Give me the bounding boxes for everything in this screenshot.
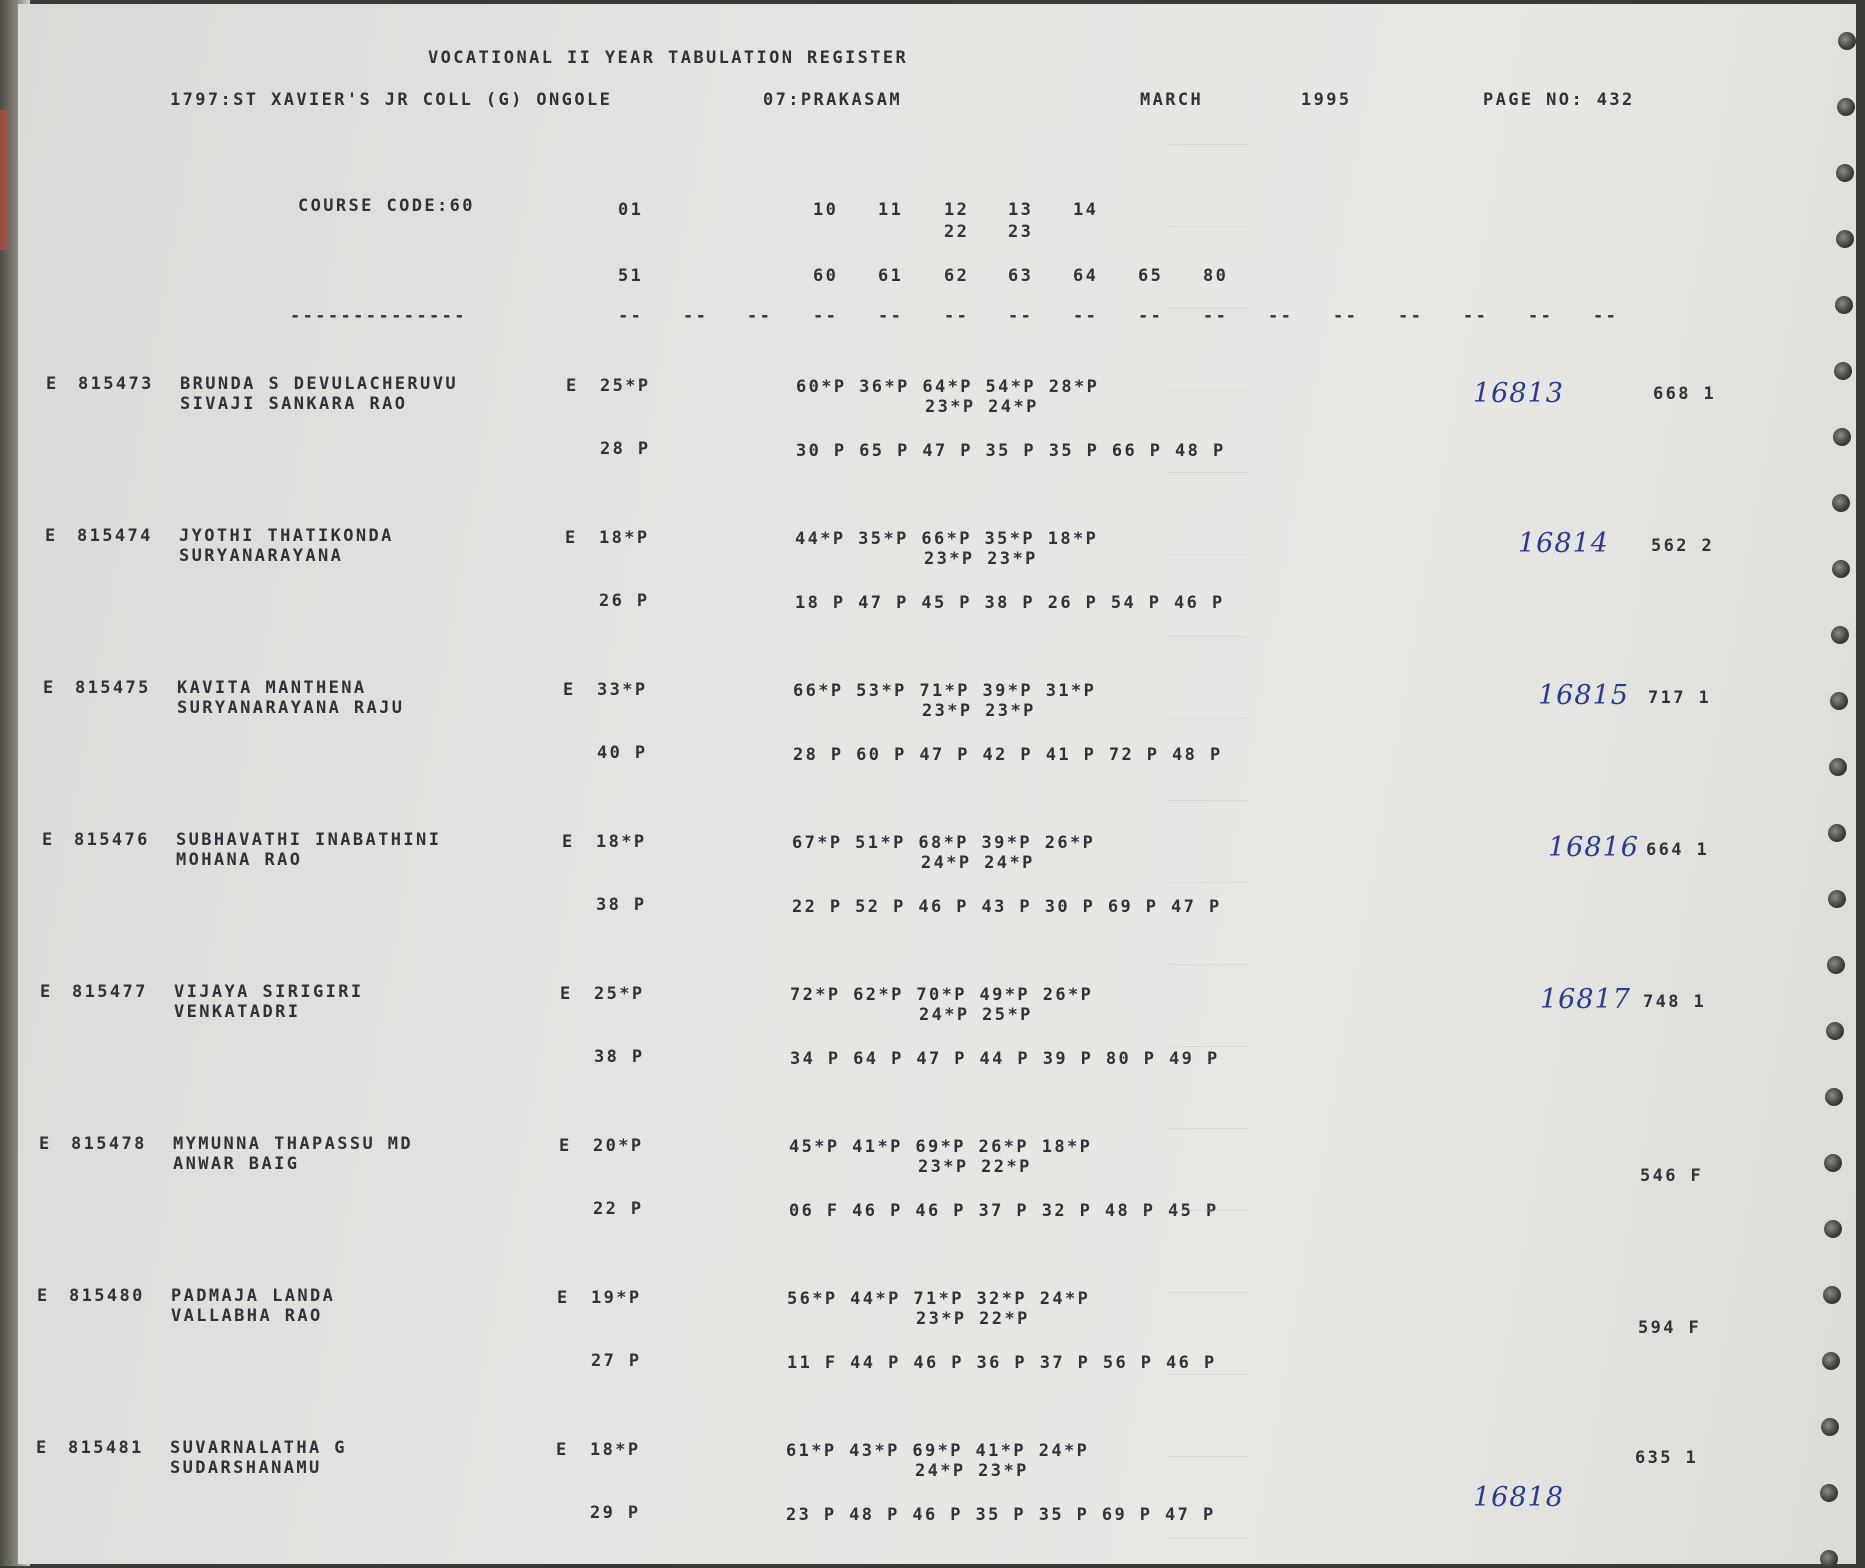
subject-code: 01 [618,200,644,220]
grand-total: 748 1 [1643,992,1707,1012]
column-dash: -- [1463,306,1489,326]
column-dash: -- [747,306,773,326]
paper-ruling [1168,1292,1248,1293]
subject-code: 14 [1073,200,1099,220]
column-dash: -- [618,306,644,326]
second-line-mark: 38 P [596,895,647,915]
second-line-mark: 29 P [590,1503,641,1523]
subject-code: 80 [1203,266,1229,286]
feed-hole [1835,296,1853,314]
subject-code: 64 [1073,266,1099,286]
feed-hole [1832,560,1850,578]
grand-total: 717 1 [1648,688,1712,708]
binding-red-mark [0,110,8,250]
column-dash: -- [944,306,970,326]
handwritten-serial: 16815 [1538,680,1629,711]
paper-ruling [1168,226,1248,227]
column-dash: -- [1203,306,1229,326]
subject-marks-alt: 24*P 23*P [915,1461,1029,1481]
course-code-label: COURSE CODE:60 [298,196,475,216]
subject-marks-alt: 23*P 22*P [918,1157,1032,1177]
column-dash: -- [1268,306,1294,326]
paper-ruling [1168,1538,1248,1539]
stream-code: E [45,526,58,546]
subject-code: 11 [878,200,904,220]
parent-name: MOHANA RAO [176,850,303,870]
subject-marks-alt: 23*P 24*P [925,397,1039,417]
feed-hole [1820,1484,1838,1502]
student-name: PADMAJA LANDA [171,1286,336,1306]
roll-number: 815473 [78,374,154,394]
exam-year: 1995 [1301,90,1352,110]
column-dash: -- [1528,306,1554,326]
paper-ruling [1168,1128,1248,1129]
paper-ruling [1168,718,1248,719]
subject-code-alt: 22 [944,222,970,242]
roll-number: 815478 [71,1134,147,1154]
paper-ruling [1168,636,1248,637]
stream-code: E [40,982,53,1002]
paper-ruling [1168,554,1248,555]
column-dash: -- [1333,306,1359,326]
medium: E [562,832,575,852]
parent-name: VENKATADRI [174,1002,301,1022]
feed-hole [1829,758,1847,776]
student-name: JYOTHI THATIKONDA [179,526,394,546]
first-year-mark: 33*P [597,680,648,700]
subject-marks-alt: 23*P 23*P [922,701,1036,721]
subject-code: 10 [813,200,839,220]
second-line-mark: 26 P [599,591,650,611]
medium: E [557,1288,570,1308]
subject-marks: 56*P 44*P 71*P 32*P 24*P [787,1289,1091,1309]
medium: E [556,1440,569,1460]
paper-ruling [1168,964,1248,965]
feed-hole [1837,98,1855,116]
stream-code: E [37,1286,50,1306]
subject-marks: 44*P 35*P 66*P 35*P 18*P [795,529,1099,549]
subject-marks-second: 11 F 44 P 46 P 36 P 37 P 56 P 46 P [787,1353,1217,1373]
parent-name: SUDARSHANAMU [170,1458,322,1478]
stream-code: E [46,374,59,394]
subject-marks: 45*P 41*P 69*P 26*P 18*P [789,1137,1093,1157]
feed-hole [1826,1022,1844,1040]
parent-name: ANWAR BAIG [173,1154,300,1174]
medium: E [563,680,576,700]
feed-hole [1825,1088,1843,1106]
subject-marks-alt: 24*P 24*P [921,853,1035,873]
subject-marks: 61*P 43*P 69*P 41*P 24*P [786,1441,1090,1461]
feed-hole [1830,692,1848,710]
paper-ruling [1168,800,1248,801]
column-dash: -- [1073,306,1099,326]
student-name: BRUNDA S DEVULACHERUVU [180,374,458,394]
subject-marks-alt: 23*P 22*P [916,1309,1030,1329]
second-line-mark: 38 P [594,1047,645,1067]
subject-code: 12 [944,200,970,220]
stream-code: E [42,830,55,850]
page-number: PAGE NO: 432 [1483,90,1635,110]
feed-hole [1834,362,1852,380]
paper-ruling [1168,390,1248,391]
subject-marks-alt: 23*P 23*P [924,549,1038,569]
grand-total: 635 1 [1635,1448,1699,1468]
feed-hole [1824,1220,1842,1238]
paper-ruling [1168,1456,1248,1457]
grand-total: 668 1 [1653,384,1717,404]
exam-month: MARCH [1140,90,1204,110]
paper-ruling [1168,144,1248,145]
grand-total: 594 F [1638,1318,1702,1338]
subject-code: 65 [1138,266,1164,286]
subject-code: 61 [878,266,904,286]
column-dash: -- [1138,306,1164,326]
college-name: 1797:ST XAVIER'S JR COLL (G) ONGOLE [170,90,613,110]
roll-number: 815475 [75,678,151,698]
roll-number: 815474 [77,526,153,546]
first-year-mark: 20*P [593,1136,644,1156]
handwritten-serial: 16814 [1518,528,1609,559]
student-name: KAVITA MANTHENA [177,678,367,698]
name-underline: -------------- [290,306,467,326]
feed-hole [1822,1352,1840,1370]
subject-marks-second: 06 F 46 P 46 P 37 P 32 P 48 P 45 P [789,1201,1219,1221]
subject-code: 60 [813,266,839,286]
parent-name: SIVAJI SANKARA RAO [180,394,408,414]
subject-marks-second: 22 P 52 P 46 P 43 P 30 P 69 P 47 P [792,897,1222,917]
medium: E [566,376,579,396]
feed-hole [1836,230,1854,248]
subject-code: 63 [1008,266,1034,286]
grand-total: 664 1 [1646,840,1710,860]
feed-hole [1838,32,1856,50]
parent-name: SURYANARAYANA RAJU [177,698,405,718]
paper-ruling [1168,1374,1248,1375]
subject-marks: 66*P 53*P 71*P 39*P 31*P [793,681,1097,701]
column-dash: -- [683,306,709,326]
feed-hole [1824,1154,1842,1172]
subject-marks-alt: 24*P 25*P [919,1005,1033,1025]
first-year-mark: 25*P [594,984,645,1004]
feed-hole [1827,956,1845,974]
feed-hole [1828,824,1846,842]
column-dash: -- [813,306,839,326]
handwritten-serial: 16813 [1473,378,1564,409]
second-line-mark: 27 P [591,1351,642,1371]
second-line-mark: 40 P [597,743,648,763]
paper-ruling [1168,882,1248,883]
student-name: SUVARNALATHA G [170,1438,347,1458]
subject-code-alt: 23 [1008,222,1034,242]
student-name: MYMUNNA THAPASSU MD [173,1134,414,1154]
feed-hole [1823,1286,1841,1304]
column-dash: -- [1398,306,1424,326]
first-year-mark: 18*P [596,832,647,852]
parent-name: VALLABHA RAO [171,1306,323,1326]
stream-code: E [39,1134,52,1154]
second-line-mark: 28 P [600,439,651,459]
subject-marks-second: 30 P 65 P 47 P 35 P 35 P 66 P 48 P [796,441,1226,461]
feed-hole [1832,494,1850,512]
subject-marks: 72*P 62*P 70*P 49*P 26*P [790,985,1094,1005]
feed-hole [1821,1418,1839,1436]
handwritten-serial: 16818 [1473,1482,1564,1513]
stream-code: E [36,1438,49,1458]
medium: E [559,1136,572,1156]
medium: E [560,984,573,1004]
subject-marks: 67*P 51*P 68*P 39*P 26*P [792,833,1096,853]
stream-code: E [43,678,56,698]
roll-number: 815480 [69,1286,145,1306]
feed-hole [1831,626,1849,644]
column-dash: -- [878,306,904,326]
register-title: VOCATIONAL II YEAR TABULATION REGISTER [428,48,909,68]
first-year-mark: 19*P [591,1288,642,1308]
column-dash: -- [1593,306,1619,326]
roll-number: 815481 [68,1438,144,1458]
paper-ruling [1168,1210,1248,1211]
district: 07:PRAKASAM [763,90,902,110]
column-dash: -- [1008,306,1034,326]
first-year-mark: 18*P [590,1440,641,1460]
paper-ruling [1168,308,1248,309]
first-year-mark: 18*P [599,528,650,548]
subject-code: 51 [618,266,644,286]
student-name: SUBHAVATHI INABATHINI [176,830,442,850]
subject-code: 13 [1008,200,1034,220]
register-page [18,4,1856,1564]
subject-marks: 60*P 36*P 64*P 54*P 28*P [796,377,1100,397]
paper-ruling [1168,1046,1248,1047]
subject-marks-second: 34 P 64 P 47 P 44 P 39 P 80 P 49 P [790,1049,1220,1069]
feed-hole [1820,1550,1838,1568]
handwritten-serial: 16816 [1548,832,1639,863]
subject-marks-second: 28 P 60 P 47 P 42 P 41 P 72 P 48 P [793,745,1223,765]
subject-marks-second: 18 P 47 P 45 P 38 P 26 P 54 P 46 P [795,593,1225,613]
subject-code: 62 [944,266,970,286]
roll-number: 815476 [74,830,150,850]
subject-marks-second: 23 P 48 P 46 P 35 P 35 P 69 P 47 P [786,1505,1216,1525]
medium: E [565,528,578,548]
roll-number: 815477 [72,982,148,1002]
parent-name: SURYANARAYANA [179,546,344,566]
second-line-mark: 22 P [593,1199,644,1219]
feed-hole [1833,428,1851,446]
feed-hole [1828,890,1846,908]
grand-total: 562 2 [1651,536,1715,556]
handwritten-serial: 16817 [1540,984,1631,1015]
student-name: VIJAYA SIRIGIRI [174,982,364,1002]
first-year-mark: 25*P [600,376,651,396]
grand-total: 546 F [1640,1166,1704,1186]
paper-ruling [1168,472,1248,473]
feed-hole [1836,164,1854,182]
